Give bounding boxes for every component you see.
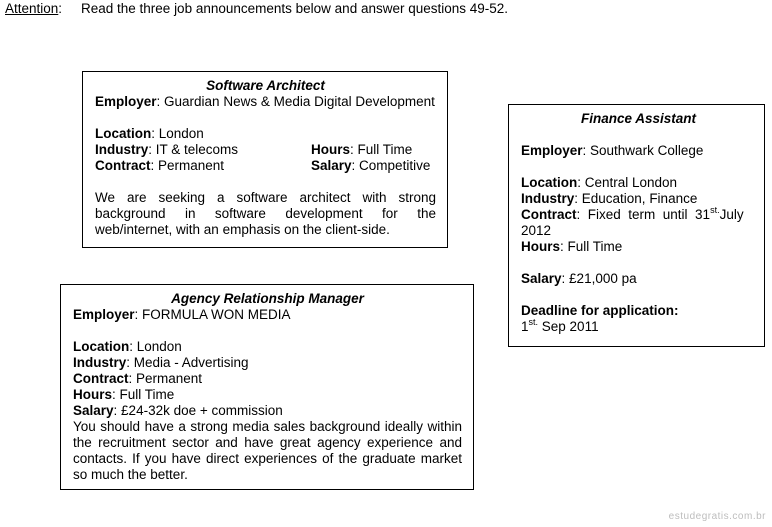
am-hours: Hours: Full Time [73, 387, 175, 402]
attention-instruction: Read the three job announcements below and answer questions 49-52. [81, 1, 509, 16]
fa-contract: Contract: Fixed term until $31^{st.}July$ [521, 204, 744, 222]
finance-assistant-title: Finance Assistant [580, 111, 697, 126]
am-location: Location: London [73, 339, 182, 354]
sa-description: We are seeking a software architect with strong background in software development for the web/internet, with an emphasis on the client-side. [95, 190, 436, 237]
fa-deadline-label: Deadline for application: [521, 303, 679, 318]
fa-employer: Employer: Southwark College [521, 143, 704, 158]
attention-header [5, 1, 509, 17]
finance-assistant-card [508, 104, 765, 347]
am-salary: Salary: £24-32k doe + commission [73, 403, 283, 418]
watermark: estudegratis.com.br [668, 511, 766, 522]
sa-hours: Hours: Full Time [311, 142, 413, 157]
agency-manager-title: Agency Relationship Manager [171, 291, 364, 306]
software-architect-card [82, 71, 448, 248]
fa-deadline: $1^{st.}$ Sep 2011 [521, 316, 599, 334]
sa-industry: Industry: IT & telecoms [95, 142, 239, 157]
sa-location: Location: London [95, 126, 204, 141]
agency-manager-card [60, 284, 474, 490]
attention-colon: : [58, 1, 63, 16]
fa-industry: Industry: Education, Finance [521, 191, 698, 206]
fa-contract-year: 2012 [521, 223, 552, 238]
am-description: You should have a strong media sales background ideally within the recruitment sector and have great agency experience and contacts. If you have direct experiences of the graduate market so much the better. [73, 419, 462, 482]
sa-employer: Employer: Guardian News & Media Digital Development [95, 94, 435, 109]
am-industry: Industry: Media - Advertising [73, 355, 249, 370]
fa-salary: Salary: £21,000 pa [521, 271, 637, 286]
attention-label: Attention [5, 1, 59, 16]
sa-contract: Contract: Permanent [95, 158, 225, 173]
fa-hours: Hours: Full Time [521, 239, 623, 254]
sa-industry-hours [95, 142, 436, 158]
sa-contract-salary [95, 158, 436, 174]
am-employer: Employer: FORMULA WON MEDIA [73, 307, 291, 322]
software-architect-title: Software Architect [206, 78, 325, 93]
fa-location: Location: Central London [521, 175, 678, 190]
sa-salary: Salary: Competitive [311, 158, 431, 173]
am-contract: Contract: Permanent [73, 371, 203, 386]
